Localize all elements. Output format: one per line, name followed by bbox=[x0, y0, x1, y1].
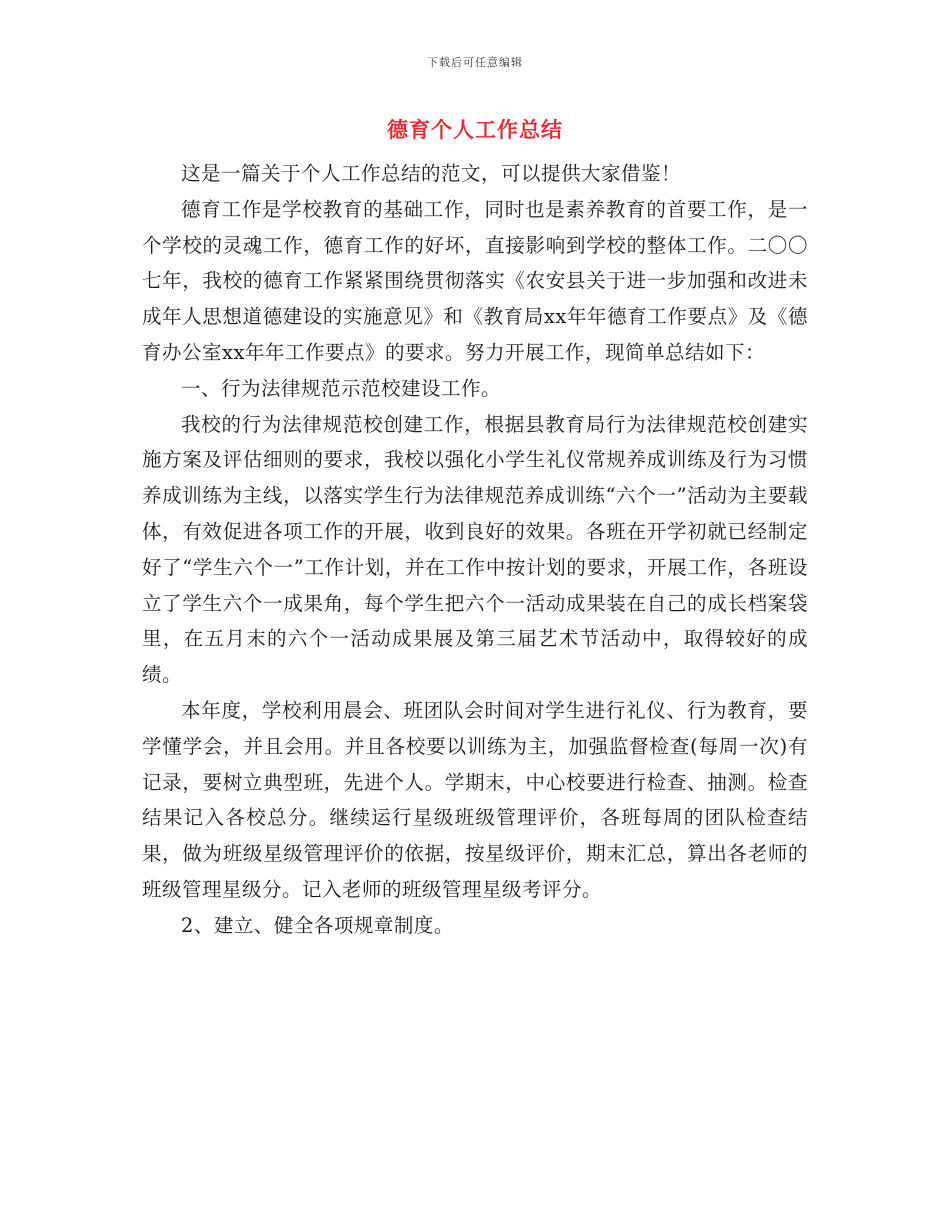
document-body bbox=[142, 156, 808, 944]
header-note: 下载后可任意编辑 bbox=[427, 56, 523, 69]
paragraph-annual: 本年度，学校利用晨会、班团队会时间对学生进行礼仪、行为教育，要学懂学会，并且会用。并且各校要以训练为主，加强监督检查(每周一次)有记录，要树立典型班，先进个人。学期末，中心校要进行检查、抽测。检查结果记入各校总分。继续运行星级班级管理评价，各班每周的团队检查结果，做为班级星级管理评价的依据，按星级评价，期末汇总，算出各老师的班级管理星级分。记入老师的班级管理星级考评分。 bbox=[142, 698, 808, 901]
paragraph-section-1: 我校的行为法律规范校创建工作，根据县教育局行为法律规范校创建实施方案及评估细则的要求，我校以强化小学生礼仪常规养成训练及行为习惯养成训练为主线，以落实学生行为法律规范养成训练“六个一”活动为主要载体，有效促进各项工作的开展，收到良好的效果。各班在开学初就已经制定好了“学生六个一”工作计划，并在工作中按计划的要求，开展工作，各班设立了学生六个一成果角，每个学生把六个一活动成果装在自己的成长档案袋里，在五月末的六个一活动成果展及第三届艺术节活动中，取得较好的成绩。 bbox=[142, 412, 808, 687]
paragraph-intro: 这是一篇关于个人工作总结的范文，可以提供大家借鉴！ bbox=[181, 162, 682, 185]
section-heading-2: 2、建立、健全各项规章制度。 bbox=[181, 913, 454, 937]
section-heading-1: 一、行为法律规范示范校建设工作。 bbox=[181, 376, 502, 400]
document-title: 德育个人工作总结 bbox=[387, 118, 563, 142]
paragraph-overview: 德育工作是学校教育的基础工作，同时也是素养教育的首要工作，是一个学校的灵魂工作，德育工作的好坏，直接影响到学校的整体工作。二〇〇七年，我校的德育工作紧紧围绕贯彻落实《农安县关于进一步加强和改进未成年人思想道德建设的实施意见》和《教育局xx年年德育工作要点》及《德育办公室xx年年工作要点》的要求。努力开展工作，现简单总结如下： bbox=[142, 197, 808, 364]
